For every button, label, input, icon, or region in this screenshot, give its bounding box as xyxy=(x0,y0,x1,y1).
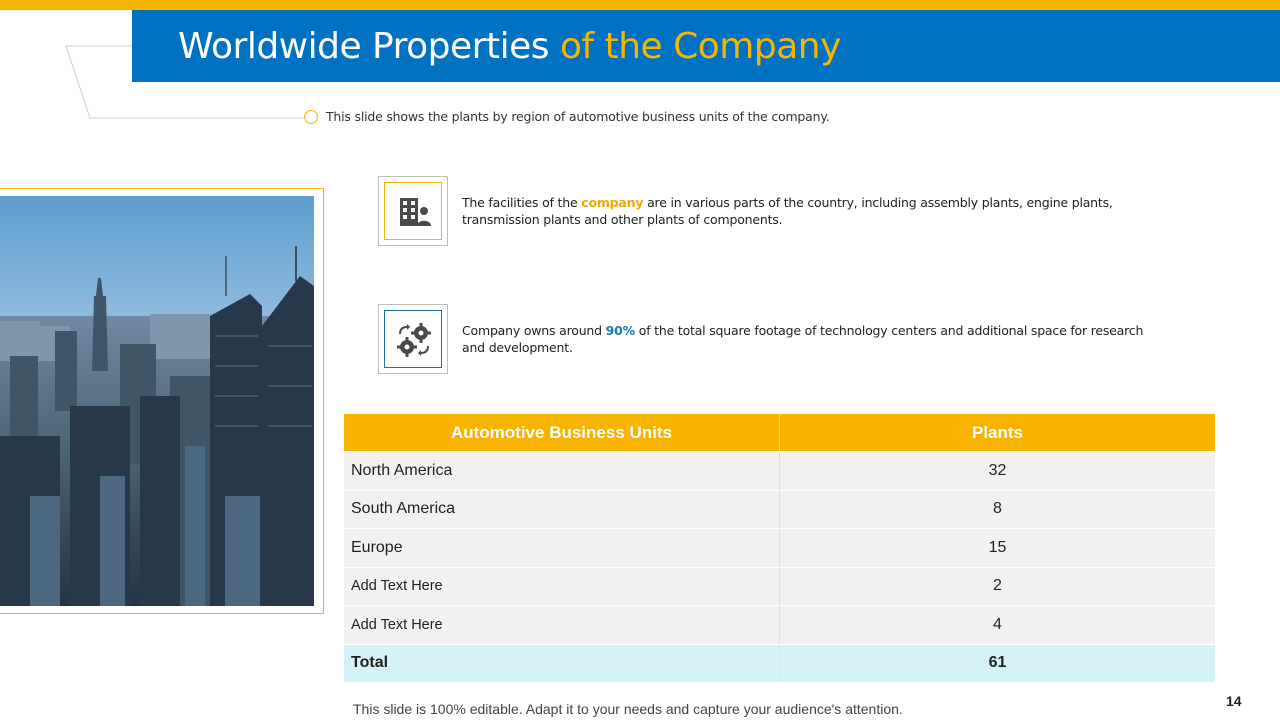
title-part-white: Worldwide Properties xyxy=(178,26,549,67)
row-plants: 15 xyxy=(988,538,1007,556)
title-part-yellow: of the Company xyxy=(559,26,841,67)
research-highlight: 90% xyxy=(605,323,635,338)
decorative-connector-line xyxy=(0,0,320,130)
slide-subtitle: This slide shows the plants by region of automotive business units of the company. xyxy=(326,109,830,124)
row-unit: Add Text Here xyxy=(344,568,780,606)
table-row xyxy=(344,606,1215,645)
page-number: 14 xyxy=(1226,693,1242,709)
row-unit: Europe xyxy=(344,529,780,567)
row-plants: 4 xyxy=(993,615,1002,633)
research-paragraph xyxy=(462,322,1152,356)
table-row xyxy=(344,529,1215,568)
facilities-icon-box xyxy=(378,176,448,246)
row-plants: 2 xyxy=(993,577,1002,595)
research-icon-frame xyxy=(384,310,442,368)
header-plants: Plants xyxy=(971,422,1024,442)
research-text-start: Company owns around xyxy=(462,323,606,338)
total-label: Total xyxy=(344,645,780,683)
subtitle-bullet-dot xyxy=(304,110,318,124)
research-icon-box xyxy=(378,304,448,374)
table-total-row xyxy=(344,645,1215,684)
row-plants: 32 xyxy=(988,461,1007,479)
city-skyline-photo xyxy=(0,196,314,606)
facilities-paragraph xyxy=(462,194,1152,228)
facilities-highlight: company xyxy=(581,195,644,210)
gears-cycle-icon xyxy=(394,320,434,360)
total-plants: 61 xyxy=(988,654,1007,672)
header-business-units: Automotive Business Units xyxy=(344,414,780,451)
building-person-icon xyxy=(394,192,434,232)
row-plants: 8 xyxy=(993,500,1002,518)
row-unit: South America xyxy=(344,491,780,529)
row-unit: North America xyxy=(344,452,780,490)
research-text-end: of the total square footage of technology centers and additional space for research and development. xyxy=(462,323,1144,355)
table-header-row xyxy=(344,414,1215,452)
facilities-text-end: are in various parts of the country, including assembly plants, engine plants, transmission plants and other plants of components. xyxy=(462,195,1113,227)
facilities-icon-frame xyxy=(384,182,442,240)
row-unit: Add Text Here xyxy=(344,606,780,644)
footer-note: This slide is 100% editable. Adapt it to your needs and capture your audience's attention. xyxy=(353,701,903,717)
table-row xyxy=(344,452,1215,491)
plants-table xyxy=(344,414,1215,683)
facilities-text-start: The facilities of the xyxy=(462,195,582,210)
table-row xyxy=(344,491,1215,530)
table-row xyxy=(344,568,1215,607)
